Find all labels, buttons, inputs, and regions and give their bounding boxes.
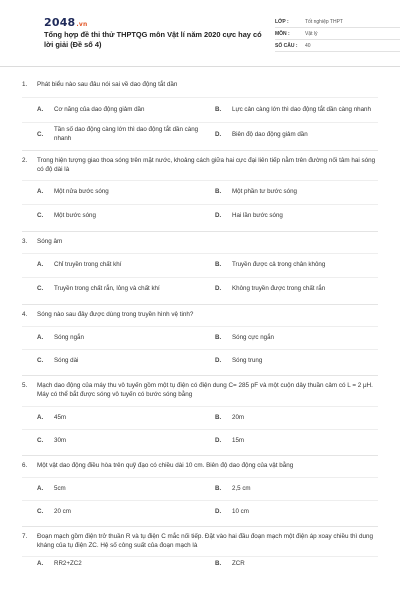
option-text: 15m [232,436,245,444]
option-letter: C. [37,436,44,444]
option-letter: A. [37,560,44,568]
option-text: Lực cản càng lớn thì dao động tắt dần càng nhanh [232,105,371,113]
option-b[interactable] [200,478,378,500]
option-d[interactable] [200,430,378,452]
question-1 [22,75,378,147]
option-row [22,556,378,572]
option-letter: B. [215,333,222,341]
option-a[interactable] [22,254,200,277]
option-letter: A. [37,333,44,341]
option-d[interactable] [200,278,378,301]
option-row [22,477,378,500]
option-a[interactable] [22,327,200,349]
option-d[interactable] [200,350,378,372]
option-letter: B. [215,413,222,421]
question-7 [22,526,378,572]
option-b[interactable] [200,557,378,572]
meta-value: Vật lý [305,30,318,37]
question-text: Mạch dao động của máy thu vô tuyến gồm một tụ điện có điện dung C= 285 pF và một cuộn dây thuần cảm có L = 2 μH. Máy có thể bắt được sóng vô tuyến có bước sóng bằng [37,382,373,398]
option-text: 45m [54,413,67,421]
option-text: 5cm [54,484,66,492]
question-number: 5. [22,382,28,389]
option-a[interactable] [22,181,200,204]
document-title: Tổng hợp đề thi thử THPTQG môn Vật lí năm 2020 cực hay có lời giải (Đề số 4) [44,30,262,49]
option-letter: C. [37,130,44,138]
option-text: Một nửa bước sóng [54,188,109,196]
option-text: Một bước sóng [54,212,96,220]
question-list [22,75,378,572]
option-text: Tần số dao động càng lớn thì dao động tắt dần càng nhanh [54,126,199,142]
meta-value: Tốt nghiệp THPT [305,18,343,25]
option-row [22,122,378,147]
question-text: Một vật dao động điều hòa trên quỹ đạo có chiều dài 10 cm. Biên độ dao động của vật bằng [37,462,294,469]
question-stem [22,310,378,326]
option-c[interactable] [22,123,200,147]
option-letter: D. [215,130,222,138]
option-text: Truyền trong chất rắn, lỏng và chất khí [54,285,160,293]
option-letter: B. [215,484,222,492]
header-divider [0,66,400,67]
meta-label: LỚP : [275,18,289,25]
question-text: Sóng âm [37,238,63,245]
option-text: 10 cm [232,507,249,515]
option-row [22,277,378,301]
option-row [22,253,378,277]
option-letter: B. [215,188,222,196]
option-letter: B. [215,560,222,568]
question-4 [22,304,378,372]
meta-row-subject [275,28,400,40]
option-text: 20 cm [54,507,71,515]
option-text: Truyền được cả trong chân không [232,261,326,269]
option-d[interactable] [200,123,378,147]
option-text: 2,5 cm [232,484,251,492]
option-text: RR2+ZC2 [54,560,82,568]
option-letter: D. [215,212,222,220]
option-row [22,97,378,122]
option-b[interactable] [200,254,378,277]
option-letter: A. [37,188,44,196]
meta-label: MÔN : [275,30,290,37]
option-text: Một phần tư bước sóng [232,188,297,196]
option-text: Sóng trung [232,356,263,364]
question-text: Đoạn mạch gồm điện trở thuần R và tụ điện C mắc nối tiếp. Đặt vào hai đầu đoạn mạch một điện áp xoay chiều thì dung kháng của tụ điện ZC. Hệ số công suất của đoạn mạch là [37,533,373,549]
option-text: Sóng cực ngắn [232,333,274,341]
option-text: Sóng ngắn [54,333,84,341]
option-letter: A. [37,413,44,421]
logo-text: 2048 [44,16,76,29]
option-row [22,406,378,429]
option-c[interactable] [22,278,200,301]
question-stem [22,237,378,253]
meta-value: 40 [305,42,311,49]
option-b[interactable] [200,181,378,204]
option-text: 20m [232,413,245,421]
question-number: 2. [22,157,28,164]
option-text: Không truyền được trong chất rắn [232,285,326,293]
question-stem [22,532,378,556]
question-text: Trong hiện tượng giao thoa sóng trên mặt nước, khoảng cách giữa hai cực đại liên tiếp nằm trên đường nối tâm hai sóng có độ dài là [37,157,376,173]
option-a[interactable] [22,98,200,122]
logo-suffix: .vn [76,21,88,28]
option-row [22,349,378,372]
option-b[interactable] [200,407,378,429]
question-number: 3. [22,238,28,245]
option-d[interactable] [200,205,378,228]
question-number: 7. [22,533,28,540]
option-text: Cơ năng của dao động giảm dần [54,105,145,113]
option-row [22,429,378,452]
question-3 [22,231,378,301]
option-letter: A. [37,484,44,492]
option-d[interactable] [200,501,378,523]
question-number: 4. [22,311,28,318]
option-letter: C. [37,285,44,293]
question-stem [22,381,378,406]
option-text: Biên độ dao động giảm dần [232,130,308,138]
option-b[interactable] [200,98,378,122]
meta-row-count [275,40,400,52]
meta-label: SỐ CÂU : [275,42,298,49]
option-letter: C. [37,356,44,364]
option-letter: A. [37,261,44,269]
option-c[interactable] [22,350,200,372]
site-logo[interactable] [44,16,87,29]
option-row [22,326,378,349]
meta-row-class [275,16,400,28]
option-text: Hai lần bước sóng [232,212,283,220]
question-number: 1. [22,81,28,88]
option-letter: C. [37,507,44,515]
option-letter: B. [215,261,222,269]
option-letter: D. [215,356,222,364]
option-c[interactable] [22,205,200,228]
question-5 [22,375,378,452]
option-c[interactable] [22,501,200,523]
question-6 [22,455,378,523]
question-stem [22,80,378,97]
option-letter: C. [37,212,44,220]
option-row [22,500,378,523]
option-a[interactable] [22,478,200,500]
document-meta [275,16,400,52]
option-text: Chỉ truyền trong chất khí [54,261,122,269]
option-letter: D. [215,285,222,293]
question-stem [22,156,378,180]
option-text: 30m [54,436,67,444]
option-letter: A. [37,105,44,113]
question-number: 6. [22,462,28,469]
option-letter: D. [215,507,222,515]
option-letter: B. [215,105,222,113]
option-text: Sóng dài [54,356,79,364]
option-c[interactable] [22,430,200,452]
question-stem [22,461,378,477]
option-letter: D. [215,436,222,444]
option-row [22,180,378,204]
option-a[interactable] [22,557,200,572]
question-text: Sóng nào sau đây được dùng trong truyền hình vệ tinh? [37,311,194,318]
option-row [22,204,378,228]
option-a[interactable] [22,407,200,429]
option-b[interactable] [200,327,378,349]
question-text: Phát biểu nào sau đâu nói sai về dao động tắt dần [37,81,178,88]
option-text: ZCR [232,560,245,568]
question-2 [22,150,378,228]
document-header [22,0,378,62]
